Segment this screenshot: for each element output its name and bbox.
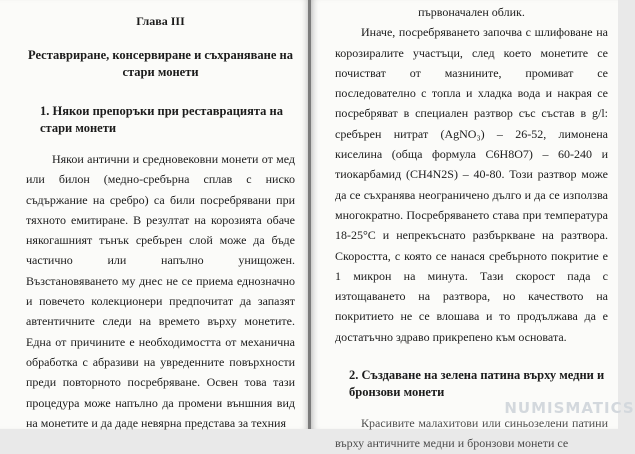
watermark <box>504 393 635 423</box>
continuation-line: първоначален облик. <box>418 5 525 19</box>
left-page <box>0 0 309 429</box>
right-paragraph: Иначе, посребряването започва с шлифоване на корозиралите участъци, след което монетите се почистват от мазнините, промиват се последователно с топла и хладка вода и накрая се посребряват в специален разтвор със състав в g/l: сребърен нитрат (AgNO₃) – 26-52, лимонена киселина (обща формула C6H8O7) – 60-240 и тиокарбамид (CH4N2S) – 40-80. Този разтвор може да се съхранява неограничено дълго и да се използва многократно. Посребряването става при температура 18-25°С и непрекъснато разбъркване на разтвора. Скоростта, с която се нанася сребърното покритие е 1 микрон на минута. Тази скорост пада с изтощаването на разтвора, но качеството на покритието не се влошава и то продължава да е достатъчно здраво прикрепено към основата. <box>335 25 608 344</box>
left-paragraph: Някои антични и средновековни монети от мед или билон (медно-сребърна сплав с ниско съдържание на сребро) са били посребрявани при тяхното емитиране. В резултат на корозията обаче някогашният тънък сребърен слой може да бъде частично или напълно унищожен. Възстановяването му днес не се приема еднозначно и повечето колекционери предпочитат да запазят автентичните следи на времето върху монетите. Една от причините е необходимостта от механична обработка с абразиви на увреденните повърхности преди повторното посребряване. Освен това тази процедура може напълно да промени външния вид на монетите и да даде невярна представа за техния <box>26 152 295 430</box>
right-page <box>311 0 635 451</box>
watermark-text: NUMISMATICS <box>504 399 635 417</box>
subsection-title-2: 2. Създаване на зелена патина върху медни и бронзови монети <box>349 368 605 400</box>
right-paragraph-2: Красивите малахитови или синьозелени патини върху античните медни и бронзови монети се <box>335 416 608 451</box>
subsection-title-1: 1. Някои препоръки при реставрацията на стари монети <box>40 104 283 135</box>
section-title: Реставриране, консервиране и съхраняване на стари монети <box>28 48 293 79</box>
chapter-heading: Глава III <box>136 14 185 28</box>
